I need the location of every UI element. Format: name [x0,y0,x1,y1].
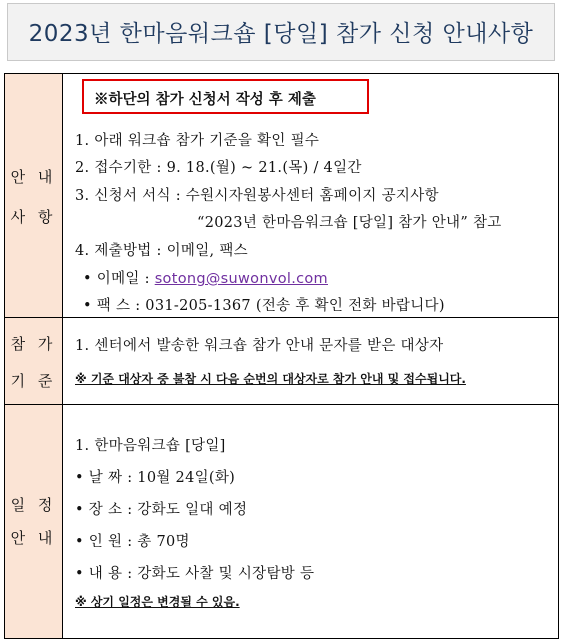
schedule-label-line1: 일 정 [10,496,57,514]
email-label: • 이메일 : [83,271,155,287]
info-table [4,73,559,639]
page-title: 2023년 한마음워크숍 [당일] 참가 신청 안내사항 [28,21,534,47]
notice-row [5,74,558,318]
fax-value: 031-205-1367 (전송 후 확인 전화 바랍니다) [145,298,445,314]
notice-item-1: 1. 아래 워크숍 참가 기준을 확인 필수 [75,133,320,149]
notice-label-line2: 사 항 [10,208,57,226]
criteria-label-line2: 기 준 [10,372,57,390]
email-line [83,267,328,288]
criteria-item-1: 1. 센터에서 발송한 워크숍 참가 안내 문자를 받은 대상자 [75,338,444,354]
schedule-heading: 1. 한마음워크숍 [당일] [75,438,226,454]
criteria-label-line1: 참 가 [10,335,57,353]
fax-line [83,294,445,315]
email-link[interactable]: sotong@suwonvol.com [154,271,328,287]
title-banner [7,3,555,61]
schedule-label-cell [5,405,63,638]
notice-label-cell [5,74,63,317]
criteria-note: ※ 기준 대상자 중 불참 시 다음 순번의 대상자로 참가 안내 및 접수됩니다. [75,372,466,386]
criteria-label-cell [5,318,63,404]
criteria-row [5,318,558,405]
highlight-box [82,79,369,114]
fax-label: • 팩 스 : [83,298,146,314]
notice-content-cell [63,74,558,317]
notice-label-line1: 안 내 [10,168,57,186]
notice-item-3: 3. 신청서 서식 : 수원시자원봉사센터 홈페이지 공지사항 [75,188,439,204]
schedule-content-cell [63,405,558,638]
schedule-note: ※ 상기 일정은 변경될 수 있음. [75,595,240,609]
highlight-text: ※하단의 참가 신청서 작성 후 제출 [94,91,316,108]
notice-item-4: 4. 제출방법 : 이메일, 팩스 [75,243,248,259]
criteria-content-cell [63,318,558,404]
schedule-label-line2: 안 내 [10,529,57,547]
schedule-content: • 내 용 : 강화도 사찰 및 시장탐방 등 [75,566,315,582]
notice-item-3-continued: “2023년 한마음워크숍 [당일] 참가 안내” 참고 [197,215,502,231]
schedule-row [5,405,558,638]
notice-item-2: 2. 접수기한 : 9. 18.(월) ~ 21.(목) / 4일간 [75,160,362,176]
schedule-date: • 날 짜 : 10월 24일(화) [75,470,236,486]
schedule-people: • 인 원 : 총 70명 [75,534,190,550]
schedule-place: • 장 소 : 강화도 일대 예정 [75,502,248,518]
